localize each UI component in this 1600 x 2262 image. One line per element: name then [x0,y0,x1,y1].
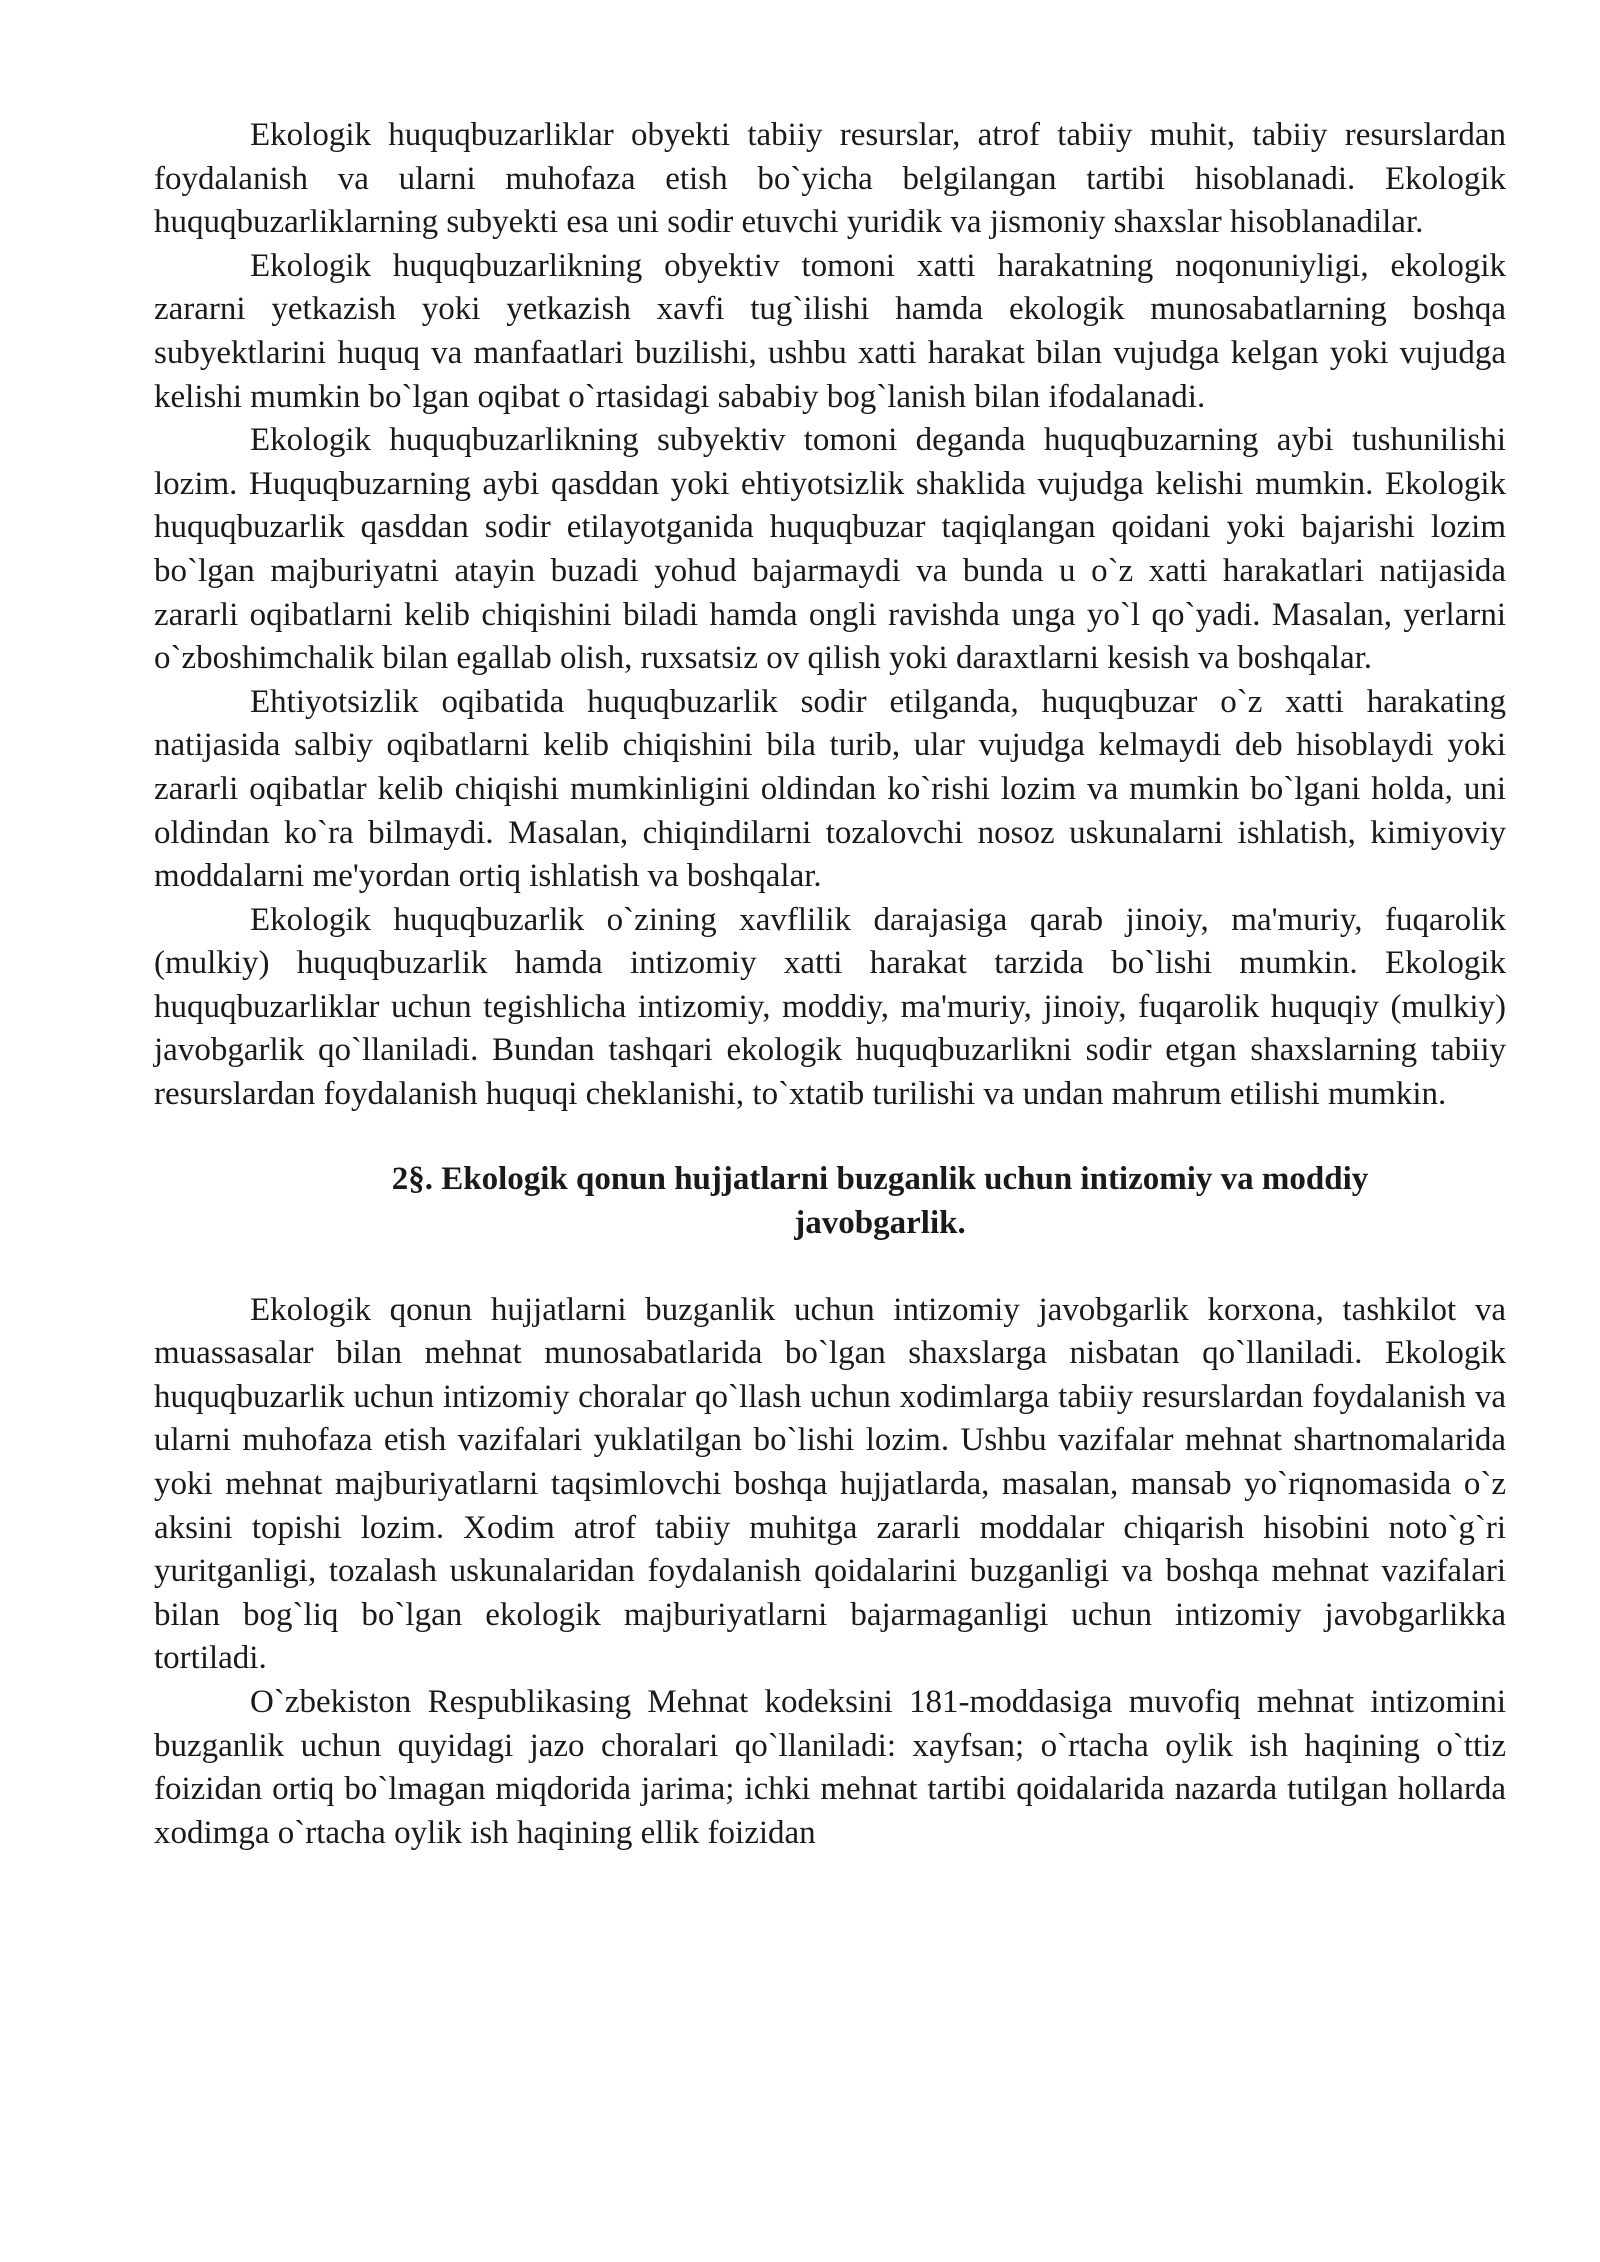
paragraph-7: O`zbekiston Respublikasing Mehnat kodeksini 181-moddasiga muvofiq mehnat intizomini buzganlik uchun quyidagi jazo choralari qo`llaniladi: xayfsan; o`rtacha oylik ish haqining o`ttiz foizidan ortiq bo`lmagan miqdorida jarima; ichki mehnat tartibi qoidalarida nazarda tutilgan hollarda xodimga o`rtacha oylik ish haqining ellik foizidan [154,1684,1506,1851]
paragraph-5: Ekologik huquqbuzarlik o`zining xavflilik darajasiga qarab jinoiy, ma'muriy, fuqarolik (mulkiy) huquqbuzarlik hamda intizomiy xatti harakat tarzida bo`lishi mumkin. Ekologik huquqbuzarliklar uchun tegishlicha intizomiy, moddiy, ma'muriy, jinoiy, fuqarolik huquqiy (mulkiy) javobgarlik qo`llaniladi. Bundan tashqari ekologik huquqbuzarlikni sodir etgan shaxslarning tabiiy resurslardan foydalanish huquqi cheklanishi, to`xtatib turilishi va undan mahrum etilishi mumkin. [154,901,1506,1113]
paragraph-2: Ekologik huquqbuzarlikning obyektiv tomoni xatti harakatning noqonuniyligi, ekologik zararni yetkazish yoki yetkazish xavfi tug`ilishi hamda ekologik munosabatlarning boshqa subyektlarini huquq va manfaatlari buzilishi, ushbu xatti harakat bilan vujudga kelgan yoki vujudga kelishi mumkin bo`lgan oqibat o`rtasidagi sababiy bog`lanish bilan ifodalanadi. [154,247,1506,415]
paragraph-4: Ehtiyotsizlik oqibatida huquqbuzarlik sodir etilganda, huquqbuzar o`z xatti harakating natijasida salbiy oqibatlarni kelib chiqishini bila turib, ular vujudga kelmaydi deb hisoblaydi yoki zararli oqibatlar kelib chiqishi mumkinligini oldindan ko`rishi lozim va mumkin bo`lgani holda, uni oldindan ko`ra bilmaydi. Masalan, chiqindilarni tozalovchi nosoz uskunalarni ishlatish, kimiyoviy moddalarni me'yordan ortiq ishlatish va boshqalar. [154,683,1506,895]
document-page [154,114,1506,1855]
heading-spacer [154,1245,1506,1289]
section-heading-line-2: javobgarlik. [794,1204,966,1241]
paragraph-3: Ekologik huquqbuzarlikning subyektiv tomoni deganda huquqbuzarning aybi tushunilishi lozim. Huquqbuzarning aybi qasddan yoki ehtiyotsizlik shaklida vujudga kelishi mumkin. Ekologik huquqbuzarlik qasddan sodir etilayotganida huquqbuzar taqiqlangan qoidani yoki bajarishi lozim bo`lgan majburiyatni atayin buzadi yohud bajarmaydi va bunda u o`z xatti harakatlari natijasida zararli oqibatlarni kelib chiqishini biladi hamda ongli ravishda unga yo`l qo`yadi. Masalan, yerlarni o`zboshimchalik bilan egallab olish, ruxsatsiz ov qilish yoki daraxtlarni kesish va boshqalar. [154,422,1506,677]
paragraph-1: Ekologik huquqbuzarliklar obyekti tabiiy resurslar, atrof tabiiy muhit, tabiiy resurslardan foydalanish va ularni muhofaza etish bo`yicha belgilangan tartibi hisoblanadi. Ekologik huquqbuzarliklarning subyekti esa uni sodir etuvchi yuridik va jismoniy shaxslar hisoblanadilar. [154,117,1506,241]
paragraph-6: Ekologik qonun hujjatlarni buzganlik uchun intizomiy javobgarlik korxona, tashkilot va muassasalar bilan mehnat munosabatlarida bo`lgan shaxslarga nisbatan qo`llaniladi. Ekologik huquqbuzarlik uchun intizomiy choralar qo`llash uchun xodimlarga tabiiy resurslardan foydalanish va ularni muhofaza etish vazifalari yuklatilgan bo`lishi lozim. Ushbu vazifalar mehnat shartnomalarida yoki mehnat majburiyatlarni taqsimlovchi boshqa hujjatlarda, masalan, mansab yo`riqnomasida o`z aksini topishi lozim. Xodim atrof tabiiy muhitga zararli moddalar chiqarish hisobini noto`g`ri yuritganligi, tozalash uskunalaridan foydalanish qoidalarini buzganligi va boshqa mehnat vazifalari bilan bog`liq bo`lgan ekologik majburiyatlarni bajarmaganligi uchun intizomiy javobgarlikka tortiladi. [154,1291,1506,1677]
section-heading-line-1: 2§. Ekologik qonun hujjatlarni buzganlik uchun intizomiy va moddiy [391,1160,1369,1197]
section-heading [154,1157,1506,1245]
